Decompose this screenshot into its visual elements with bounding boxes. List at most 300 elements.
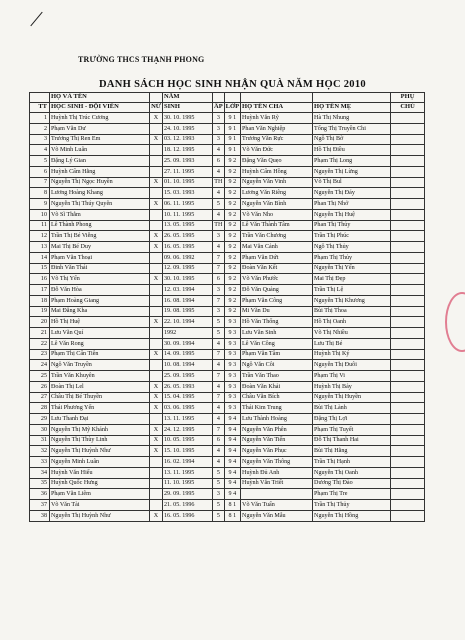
cell-female: X (150, 392, 163, 403)
cell-mother-name: Bùi Thị Thoa (313, 306, 391, 317)
cell-tt: 32 (30, 446, 50, 457)
cell-mother-name: Ngô Thị Bờ (313, 134, 391, 145)
col-header-nu: NỮ (150, 103, 163, 113)
cell-student-name: Phạm Văn Dư (50, 123, 150, 134)
cell-note (391, 467, 425, 478)
cell-note (391, 446, 425, 457)
cell-tt: 22 (30, 338, 50, 349)
cell-class: 9 2 (224, 242, 240, 253)
cell-tt: 4 (30, 145, 50, 156)
cell-hamlet: 4 (213, 446, 225, 457)
cell-hamlet: 5 (213, 500, 225, 511)
cell-female (150, 285, 163, 296)
table-row (30, 123, 425, 134)
cell-class: 9 4 (224, 435, 240, 446)
cell-mother-name: Bùi Thị Lành (313, 403, 391, 414)
cell-birth-date: 22. 10. 1994 (163, 317, 213, 328)
cell-student-name: Lương Hoàng Khang (50, 188, 150, 199)
cell-hamlet: 4 (213, 188, 225, 199)
cell-student-name: Nguyễn Thị Thúy Quyên (50, 199, 150, 210)
cell-hamlet: 3 (213, 231, 225, 242)
cell-birth-date: 13. 11. 1995 (163, 467, 213, 478)
cell-birth-date: 10. 11. 1995 (163, 209, 213, 220)
col-header-ap: ẤP (213, 103, 225, 113)
cell-student-name: Lưu Văn Quí (50, 328, 150, 339)
cell-tt: 7 (30, 177, 50, 188)
cell-father-name: Võ Văn Đức (241, 145, 313, 156)
cell-father-name: Huỳnh Cẩm Hồng (241, 166, 313, 177)
cell-student-name: Châu Thị Bé Thuyền (50, 392, 150, 403)
cell-note (391, 478, 425, 489)
cell-tt: 11 (30, 220, 50, 231)
cell-tt: 34 (30, 467, 50, 478)
cell-birth-date: 11. 10. 1995 (163, 478, 213, 489)
cell-class: 9 4 (224, 478, 240, 489)
cell-mother-name: Hồ Thị Điều (313, 145, 391, 156)
cell-note (391, 306, 425, 317)
cell-female (150, 478, 163, 489)
cell-tt: 16 (30, 274, 50, 285)
cell-class: 9 2 (224, 285, 240, 296)
cell-note (391, 263, 425, 274)
cell-father-name: Châu Văn Bích (241, 392, 313, 403)
cell-note (391, 113, 425, 124)
cell-female (150, 306, 163, 317)
cell-mother-name: Ngô Thị Thủy (313, 242, 391, 253)
cell-female: X (150, 242, 163, 253)
table-row (30, 467, 425, 478)
table-row (30, 263, 425, 274)
cell-class: 9 2 (224, 220, 240, 231)
cell-note (391, 510, 425, 521)
cell-student-name: Hồ Thị Huệ (50, 317, 150, 328)
cell-tt: 17 (30, 285, 50, 296)
cell-father-name: Trần Văn Thao (241, 371, 313, 382)
col-header-name-top: HỌ VÀ TÊN (50, 93, 150, 103)
cell-class: 9 4 (224, 424, 240, 435)
cell-class: 9 4 (224, 489, 240, 500)
cell-tt: 29 (30, 414, 50, 425)
cell-class: 9 1 (224, 134, 240, 145)
cell-student-name: Huỳnh Văn Hiếu (50, 467, 150, 478)
cell-birth-date: 29. 09. 1995 (163, 489, 213, 500)
table-row (30, 349, 425, 360)
cell-father-name: Phạm Văn Công (241, 295, 313, 306)
cell-tt: 28 (30, 403, 50, 414)
cell-hamlet: 4 (213, 414, 225, 425)
cell-note (391, 317, 425, 328)
cell-female (150, 489, 163, 500)
cell-father-name: Huỳnh Đủ Anh (241, 467, 313, 478)
cell-student-name: Đoàn Thị Lel (50, 381, 150, 392)
cell-class: 9 3 (224, 317, 240, 328)
cell-mother-name: Phạm Thị Tuyết (313, 424, 391, 435)
table-row (30, 392, 425, 403)
table-row (30, 220, 425, 231)
cell-birth-date: 16. 05. 1995 (163, 242, 213, 253)
cell-student-name: Lê Văn Rong (50, 338, 150, 349)
cell-class: 8 1 (224, 510, 240, 521)
cell-birth-date: 14. 09. 1995 (163, 349, 213, 360)
cell-tt: 20 (30, 317, 50, 328)
col-header-dob-top: NĂM (163, 93, 213, 103)
cell-note (391, 500, 425, 511)
cell-hamlet: 4 (213, 457, 225, 468)
cell-female: X (150, 177, 163, 188)
cell-mother-name: Hồ Thị Oanh (313, 317, 391, 328)
document-title: DANH SÁCH HỌC SINH NHẬN QUÀ NĂM HỌC 2010 (99, 79, 366, 90)
cell-father-name: Lê Văn Thành Tâm (241, 220, 313, 231)
cell-student-name: Nguyễn Thị Ngọc Huyền (50, 177, 150, 188)
table-row (30, 446, 425, 457)
col-header-name: HỌC SINH - ĐỘI VIÊN (50, 103, 150, 113)
cell-note (391, 349, 425, 360)
cell-student-name: Lê Thành Phong (50, 220, 150, 231)
cell-birth-date: 12. 09. 1995 (163, 263, 213, 274)
cell-hamlet: 3 (213, 123, 225, 134)
cell-father-name: Đỗ Văn Quảng (241, 285, 313, 296)
cell-student-name: Đinh Văn Thái (50, 263, 150, 274)
cell-father-name: Đoàn Văn Kết (241, 263, 313, 274)
cell-student-name: Nguyễn Thị Thùy Linh (50, 435, 150, 446)
cell-hamlet: 5 (213, 510, 225, 521)
cell-class: 9 4 (224, 414, 240, 425)
table-row (30, 424, 425, 435)
cell-mother-name: Phạm Thị Thủy (313, 252, 391, 263)
cell-birth-date: 21. 05. 1996 (163, 500, 213, 511)
cell-class: 9 4 (224, 467, 240, 478)
cell-female: X (150, 317, 163, 328)
cell-note (391, 285, 425, 296)
table-row (30, 317, 425, 328)
cell-birth-date: 1992 (163, 328, 213, 339)
table-row (30, 403, 425, 414)
cell-birth-date: 18. 12. 1995 (163, 145, 213, 156)
cell-student-name: Võ Minh Luân (50, 145, 150, 156)
cell-hamlet: 4 (213, 403, 225, 414)
cell-tt: 6 (30, 166, 50, 177)
cell-father-name: Trương Văn Rực (241, 134, 313, 145)
cell-mother-name: Nguyễn Thị Khương (313, 295, 391, 306)
cell-student-name: Ngô Văn Truyền (50, 360, 150, 371)
table-body (30, 113, 425, 522)
cell-female (150, 145, 163, 156)
table-row (30, 435, 425, 446)
cell-birth-date: 10. 05. 1995 (163, 435, 213, 446)
cell-note (391, 274, 425, 285)
cell-birth-date: 03. 06. 1995 (163, 403, 213, 414)
cell-mother-name: Phạm Thị Tre (313, 489, 391, 500)
table-row (30, 360, 425, 371)
cell-class: 9 3 (224, 338, 240, 349)
cell-birth-date: 03. 12. 1993 (163, 134, 213, 145)
cell-tt: 21 (30, 328, 50, 339)
cell-note (391, 145, 425, 156)
cell-hamlet: 4 (213, 242, 225, 253)
cell-hamlet: 6 (213, 274, 225, 285)
cell-birth-date: 24. 12. 1995 (163, 424, 213, 435)
header-row-bottom (30, 103, 425, 113)
student-table (29, 92, 425, 522)
cell-mother-name: Nguyễn Thị Oanh (313, 467, 391, 478)
cell-class: 9 3 (224, 392, 240, 403)
cell-class: 9 3 (224, 403, 240, 414)
table-row (30, 306, 425, 317)
cell-birth-date: 16. 02. 1994 (163, 457, 213, 468)
cell-student-name: Võ Sĩ Thắm (50, 209, 150, 220)
col-header-tt: TT (30, 103, 50, 113)
cell-father-name: Thái Kim Trung (241, 403, 313, 414)
cell-hamlet: 4 (213, 338, 225, 349)
header-row-top (30, 93, 425, 103)
cell-mother-name: Huỳnh Thị Bảy (313, 381, 391, 392)
cell-female (150, 166, 163, 177)
cell-note (391, 220, 425, 231)
stamp-seal (445, 292, 465, 352)
cell-tt: 37 (30, 500, 50, 511)
cell-note (391, 338, 425, 349)
cell-hamlet: 4 (213, 209, 225, 220)
cell-note (391, 177, 425, 188)
cell-class: 9 2 (224, 166, 240, 177)
cell-mother-name: Phạm Thị Long (313, 156, 391, 167)
cell-mother-name: Dương Thị Đào (313, 478, 391, 489)
table-row (30, 478, 425, 489)
cell-class: 9 2 (224, 231, 240, 242)
cell-mother-name: Phan Thị Thủy (313, 220, 391, 231)
cell-hamlet: 7 (213, 349, 225, 360)
cell-birth-date: 26. 05. 1993 (163, 381, 213, 392)
table-row (30, 177, 425, 188)
cell-hamlet: 4 (213, 166, 225, 177)
cell-student-name: Nguyễn Minh Luân (50, 457, 150, 468)
cell-tt: 24 (30, 360, 50, 371)
cell-tt: 9 (30, 199, 50, 210)
cell-mother-name: Nguyễn Thị Lừng (313, 166, 391, 177)
cell-mother-name: Tống Thị Truyền Chi (313, 123, 391, 134)
cell-female: X (150, 381, 163, 392)
cell-note (391, 414, 425, 425)
cell-father-name: Ngô Văn Côi (241, 360, 313, 371)
cell-tt: 12 (30, 231, 50, 242)
cell-female (150, 500, 163, 511)
cell-hamlet: 5 (213, 317, 225, 328)
cell-note (391, 231, 425, 242)
cell-student-name: Trương Thị Ren Em (50, 134, 150, 145)
cell-hamlet: 3 (213, 306, 225, 317)
cell-tt: 8 (30, 188, 50, 199)
cell-tt: 2 (30, 123, 50, 134)
cell-father-name: Võ Văn Phước (241, 274, 313, 285)
cell-mother-name: Bùi Thị Hằng (313, 446, 391, 457)
cell-hamlet: 7 (213, 295, 225, 306)
cell-hamlet: 6 (213, 156, 225, 167)
table-row (30, 285, 425, 296)
cell-female (150, 263, 163, 274)
cell-female: X (150, 134, 163, 145)
cell-father-name: Huỳnh Văn Triết (241, 478, 313, 489)
cell-birth-date: 09. 06. 1992 (163, 252, 213, 263)
cell-student-name: Nguyễn Thị Huỳnh Như (50, 446, 150, 457)
cell-class: 9 2 (224, 263, 240, 274)
cell-note (391, 435, 425, 446)
cell-female: X (150, 446, 163, 457)
cell-hamlet: TH (213, 220, 225, 231)
cell-father-name: Nguyễn Văn Phục (241, 446, 313, 457)
cell-birth-date: 13. 11. 1995 (163, 414, 213, 425)
col-header-nu-blank (150, 93, 163, 103)
cell-note (391, 489, 425, 500)
cell-father-name: Trần Văn Chương (241, 231, 313, 242)
cell-student-name: Nguyễn Thị Mỹ Khánh (50, 424, 150, 435)
cell-female (150, 338, 163, 349)
cell-father-name: Phạm Văn Dứt (241, 252, 313, 263)
cell-tt: 5 (30, 156, 50, 167)
table-row (30, 500, 425, 511)
cell-note (391, 403, 425, 414)
cell-note (391, 295, 425, 306)
cell-mother-name: Trần Thị Lệ (313, 285, 391, 296)
cell-student-name: Trần Văn Khuyên (50, 371, 150, 382)
cell-tt: 14 (30, 252, 50, 263)
cell-female: X (150, 435, 163, 446)
cell-tt: 36 (30, 489, 50, 500)
handwritten-mark (30, 10, 44, 24)
cell-female (150, 467, 163, 478)
cell-mother-name: Nguyễn Thị Yến (313, 263, 391, 274)
cell-mother-name: Đỗ Thị Thanh Hai (313, 435, 391, 446)
cell-student-name: Đỗ Văn Hòa (50, 285, 150, 296)
cell-hamlet: TH (213, 177, 225, 188)
cell-birth-date: 30. 10. 1995 (163, 113, 213, 124)
table-row (30, 242, 425, 253)
cell-note (391, 252, 425, 263)
table-row (30, 457, 425, 468)
cell-mother-name: Nguyễn Thị Huệ (313, 209, 391, 220)
cell-class: 9 3 (224, 381, 240, 392)
cell-hamlet: 3 (213, 489, 225, 500)
cell-student-name: Huỳnh Quốc Hưng (50, 478, 150, 489)
cell-female (150, 457, 163, 468)
cell-tt: 38 (30, 510, 50, 521)
cell-female (150, 188, 163, 199)
table-row (30, 134, 425, 145)
cell-female: X (150, 349, 163, 360)
cell-father-name: Phạm Văn Tâm (241, 349, 313, 360)
cell-father-name: Hồ Văn Thống (241, 317, 313, 328)
col-header-note: CHÚ (391, 103, 425, 113)
cell-female (150, 252, 163, 263)
cell-father-name: Mi Văn Du (241, 306, 313, 317)
cell-note (391, 134, 425, 145)
cell-hamlet: 5 (213, 467, 225, 478)
cell-birth-date: 25. 09. 1995 (163, 371, 213, 382)
col-header-ap-blank (213, 93, 225, 103)
table-row (30, 381, 425, 392)
cell-mother-name: Hà Thị Nhung (313, 113, 391, 124)
cell-hamlet: 5 (213, 199, 225, 210)
cell-mother-name: Trần Thị Hạnh (313, 457, 391, 468)
cell-mother-name: Lưu Thị Bé (313, 338, 391, 349)
table-row (30, 113, 425, 124)
cell-note (391, 199, 425, 210)
cell-student-name: Nguyễn Thị Huỳnh Như (50, 510, 150, 521)
cell-student-name: Mai Thị Bé Duy (50, 242, 150, 253)
cell-tt: 10 (30, 209, 50, 220)
cell-tt: 26 (30, 381, 50, 392)
school-name: TRƯỜNG THCS THẠNH PHONG (78, 55, 205, 64)
cell-hamlet: 6 (213, 435, 225, 446)
cell-hamlet: 3 (213, 113, 225, 124)
cell-student-name: Võ Thị Yến (50, 274, 150, 285)
table-row (30, 145, 425, 156)
cell-class: 9 3 (224, 349, 240, 360)
cell-birth-date: 06. 11. 1995 (163, 199, 213, 210)
cell-class: 9 2 (224, 199, 240, 210)
col-header-dob: SINH (163, 103, 213, 113)
cell-birth-date: 13. 05. 1995 (163, 220, 213, 231)
table-row (30, 414, 425, 425)
col-header-lop-blank (224, 93, 240, 103)
cell-class: 9 4 (224, 457, 240, 468)
cell-class: 9 3 (224, 328, 240, 339)
cell-class: 9 2 (224, 252, 240, 263)
cell-class: 9 2 (224, 156, 240, 167)
cell-father-name: Nguyễn Văn Bình (241, 199, 313, 210)
cell-student-name: Huỳnh Cẩm Hằng (50, 166, 150, 177)
cell-mother-name: Nguyễn Thị Hồng (313, 510, 391, 521)
cell-class: 9 2 (224, 209, 240, 220)
cell-mother-name: Đặng Thị Lợi (313, 414, 391, 425)
cell-birth-date: 01. 10. 1995 (163, 177, 213, 188)
cell-mother-name: Trần Thị Phúc (313, 231, 391, 242)
cell-female (150, 360, 163, 371)
cell-tt: 1 (30, 113, 50, 124)
cell-tt: 19 (30, 306, 50, 317)
cell-father-name: Võ Văn Tuấn (241, 500, 313, 511)
cell-birth-date: 19. 08. 1995 (163, 306, 213, 317)
cell-student-name: Mai Đăng Kha (50, 306, 150, 317)
cell-hamlet: 4 (213, 360, 225, 371)
col-header-cha: HỌ TÊN CHA (241, 103, 313, 113)
cell-female (150, 371, 163, 382)
cell-hamlet: 4 (213, 145, 225, 156)
table-row (30, 489, 425, 500)
cell-birth-date: 24. 10. 1995 (163, 123, 213, 134)
cell-note (391, 209, 425, 220)
cell-father-name: Phan Văn Nghiệp (241, 123, 313, 134)
cell-note (391, 457, 425, 468)
cell-class: 9 4 (224, 446, 240, 457)
cell-mother-name: Võ Thị Bul (313, 177, 391, 188)
cell-class: 9 1 (224, 145, 240, 156)
cell-class: 9 1 (224, 113, 240, 124)
cell-father-name: Lưu Thành Hoàng (241, 414, 313, 425)
table-row (30, 371, 425, 382)
cell-student-name: Thái Phương Yến (50, 403, 150, 414)
cell-father-name (241, 489, 313, 500)
cell-female (150, 414, 163, 425)
cell-birth-date: 27. 11. 1995 (163, 166, 213, 177)
cell-birth-date: 26. 05. 1995 (163, 231, 213, 242)
cell-tt: 23 (30, 349, 50, 360)
cell-birth-date: 16. 05. 1996 (163, 510, 213, 521)
cell-hamlet: 7 (213, 424, 225, 435)
cell-student-name: Phạm Văn Liêm (50, 489, 150, 500)
cell-female (150, 156, 163, 167)
cell-note (391, 424, 425, 435)
cell-female (150, 209, 163, 220)
